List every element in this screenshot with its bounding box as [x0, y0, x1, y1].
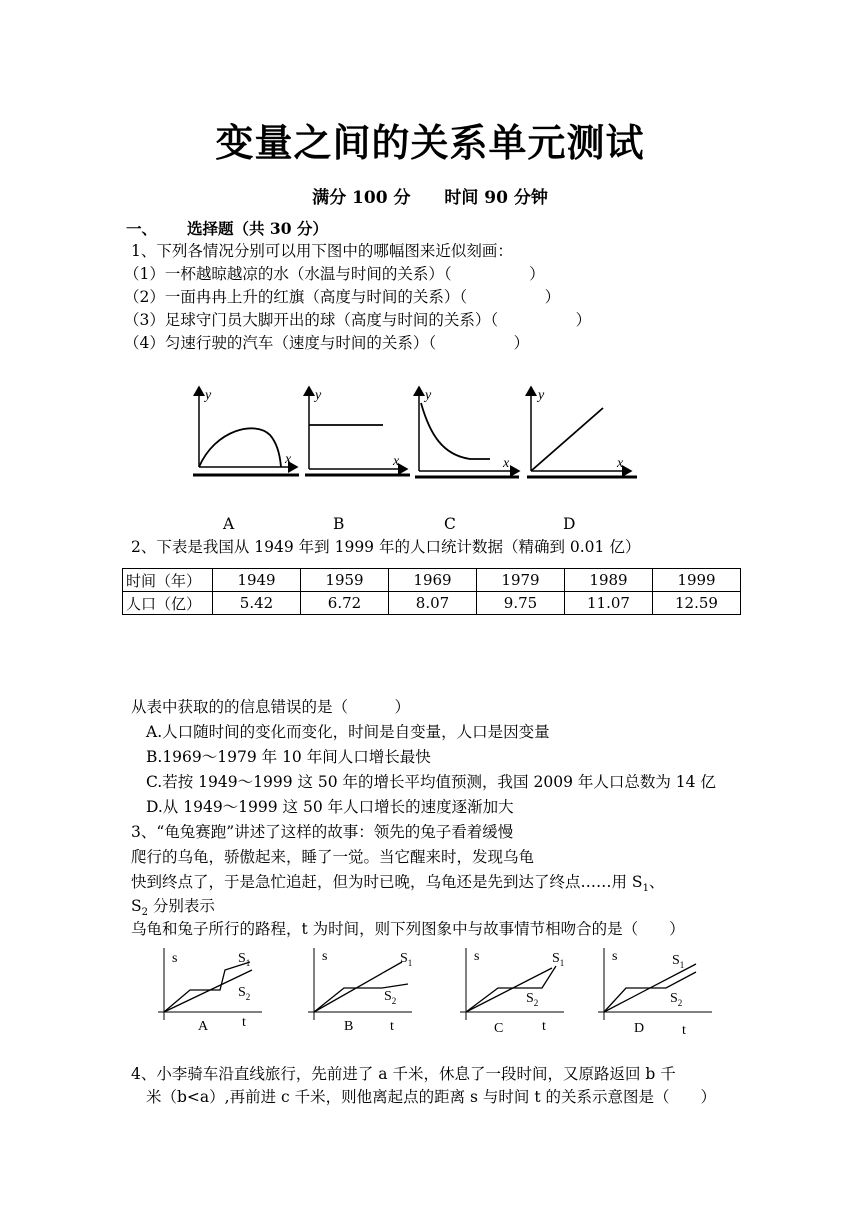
axis-x-label: x: [503, 456, 510, 471]
table-row-header: 人口（亿）: [123, 592, 213, 615]
table-cell: 9.75: [477, 592, 565, 615]
punctuation: 、: [648, 873, 665, 891]
q1-label-b: B: [333, 515, 345, 533]
table-row: [123, 569, 741, 592]
subtitle: [0, 183, 860, 208]
q3-graphs: [150, 940, 740, 1040]
curve-c: [421, 403, 490, 459]
table-cell: 5.42: [213, 592, 301, 615]
axis-y-label: y: [205, 388, 212, 403]
graph-label-d: D: [634, 1021, 645, 1036]
q4-line-2: 米（b<a）,再前进 c 千米，则他离起点的距离 s 与时间 t 的关系示意图是（ ）: [146, 1088, 717, 1106]
q3-graph-b: [308, 948, 412, 1034]
q1-item-4: （4）匀速行驶的汽车（速度与时间的关系）（ ）: [124, 334, 530, 352]
q1-graphs: [185, 375, 645, 485]
axis-s-label: s: [474, 949, 480, 964]
s1-label: $S_1$: [400, 951, 413, 968]
table-row: [123, 592, 741, 615]
q1-stem: 1、下列各情况分别可以用下图中的哪幅图来近似刻画：: [131, 242, 513, 260]
axis-y-label: y: [425, 388, 432, 403]
s2-label: $S_2$: [384, 989, 397, 1006]
subscript: 1: [642, 883, 649, 895]
table-cell: 1959: [301, 569, 389, 592]
graph-label-a: A: [198, 1019, 209, 1034]
q3-graph-c: [460, 948, 564, 1036]
axis-s-label: s: [172, 951, 178, 966]
section-number: 一、: [126, 219, 158, 238]
q2-option-c: C.若按 1949～1999 这 50 年的增长平均值预测，我国 2009 年人口总数为 14 亿: [146, 773, 716, 791]
axis-y-label: y: [538, 388, 545, 403]
q1-item-3: （3）足球守门员大脚开出的球（高度与时间的关系）（ ）: [124, 311, 592, 329]
page-title: 变量之间的关系单元测试: [215, 120, 645, 165]
graph-label-c: C: [494, 1021, 504, 1036]
table-cell: 1969: [389, 569, 477, 592]
s2-label: $S_2$: [526, 991, 539, 1008]
q2-question: 从表中获取的的信息错误的是（ ）: [131, 698, 411, 716]
table-cell: 11.07: [565, 592, 653, 615]
s2-label: $S_2$: [238, 985, 251, 1002]
exam-time: 时间 90 分钟: [444, 188, 548, 208]
line-s2: [466, 968, 552, 1012]
s1-label: $S_1$: [672, 953, 685, 970]
q3-line-2: 爬行的乌龟，骄傲起来，睡了一觉。当它醒来时，发现乌龟: [131, 848, 535, 866]
full-score: 满分 100 分: [312, 188, 411, 208]
axis-t-label: t: [682, 1023, 686, 1038]
curve-a: [199, 428, 281, 467]
axis-x-label: x: [617, 456, 624, 471]
s1-label: $S_1$: [552, 951, 565, 968]
population-table: [122, 568, 741, 615]
table-cell: 1949: [213, 569, 301, 592]
axis-t-label: t: [242, 1015, 246, 1030]
axis-s-label: s: [612, 949, 618, 964]
q1-label-d: D: [563, 515, 576, 533]
q1-label-c: C: [444, 515, 456, 533]
q1-item-1: （1）一杯越晾越凉的水（水温与时间的关系）（ ）: [124, 265, 545, 283]
section-label: 选择题（共 30 分）: [187, 219, 328, 238]
s1-label: $S_1$: [238, 951, 251, 968]
axis-t-label: t: [390, 1019, 394, 1034]
axis-t-label: t: [542, 1019, 546, 1034]
table-cell: 1979: [477, 569, 565, 592]
q3-graph-a: [158, 948, 262, 1034]
q1-graph-c: [415, 387, 519, 477]
q3-line-4-text: 分别表示: [148, 897, 215, 915]
s2-label: $S_2$: [670, 991, 683, 1008]
subscript: 2: [141, 907, 148, 919]
axis-x-label: x: [393, 454, 400, 469]
table-cell: 1989: [565, 569, 653, 592]
q2-stem: 2、下表是我国从 1949 年到 1999 年的人口统计数据（精确到 0.01 亿）: [131, 538, 641, 556]
table-cell: 6.72: [301, 592, 389, 615]
s-letter: S: [131, 897, 142, 915]
q3-line-5: 乌龟和兔子所行的路程，t 为时间，则下列图象中与故事情节相吻合的是（ ）: [131, 920, 685, 938]
q3-line-1: 3、“龟兔赛跑”讲述了这样的故事：领先的兔子看着缓慢: [131, 823, 514, 841]
q2-option-b: B.1969～1979 年 10 年间人口增长最快: [146, 748, 431, 766]
q1-graph-d: [527, 387, 637, 477]
q4-line-1: 4、小李骑车沿直线旅行，先前进了 a 千米，休息了一段时间，又原路返回 b 千: [131, 1065, 676, 1083]
curve-d: [531, 408, 603, 471]
q3-line-3-text: 快到终点了，于是急忙追赶，但为时已晚，乌龟还是先到达了终点……用 S: [131, 873, 643, 891]
q1-graph-b: [305, 387, 410, 475]
q2-option-a: A.人口随时间的变化而变化，时间是自变量，人口是因变量: [146, 723, 550, 741]
axis-y-label: y: [315, 388, 322, 403]
section-heading: [126, 217, 328, 240]
q1-item-2: （2）一面冉冉上升的红旗（高度与时间的关系）（ ）: [124, 288, 561, 306]
axis-x-label: x: [285, 452, 292, 467]
axis-s-label: s: [322, 949, 328, 964]
table-cell: 1999: [653, 569, 741, 592]
q3-graph-d: [598, 948, 712, 1038]
q2-option-d: D.从 1949～1999 这 50 年人口增长的速度逐渐加大: [146, 798, 514, 816]
q1-label-a: A: [223, 515, 235, 533]
q1-graph-a: [193, 387, 299, 475]
table-cell: 12.59: [653, 592, 741, 615]
table-cell: 8.07: [389, 592, 477, 615]
table-row-header: 时间（年）: [123, 569, 213, 592]
graph-label-b: B: [344, 1019, 354, 1034]
